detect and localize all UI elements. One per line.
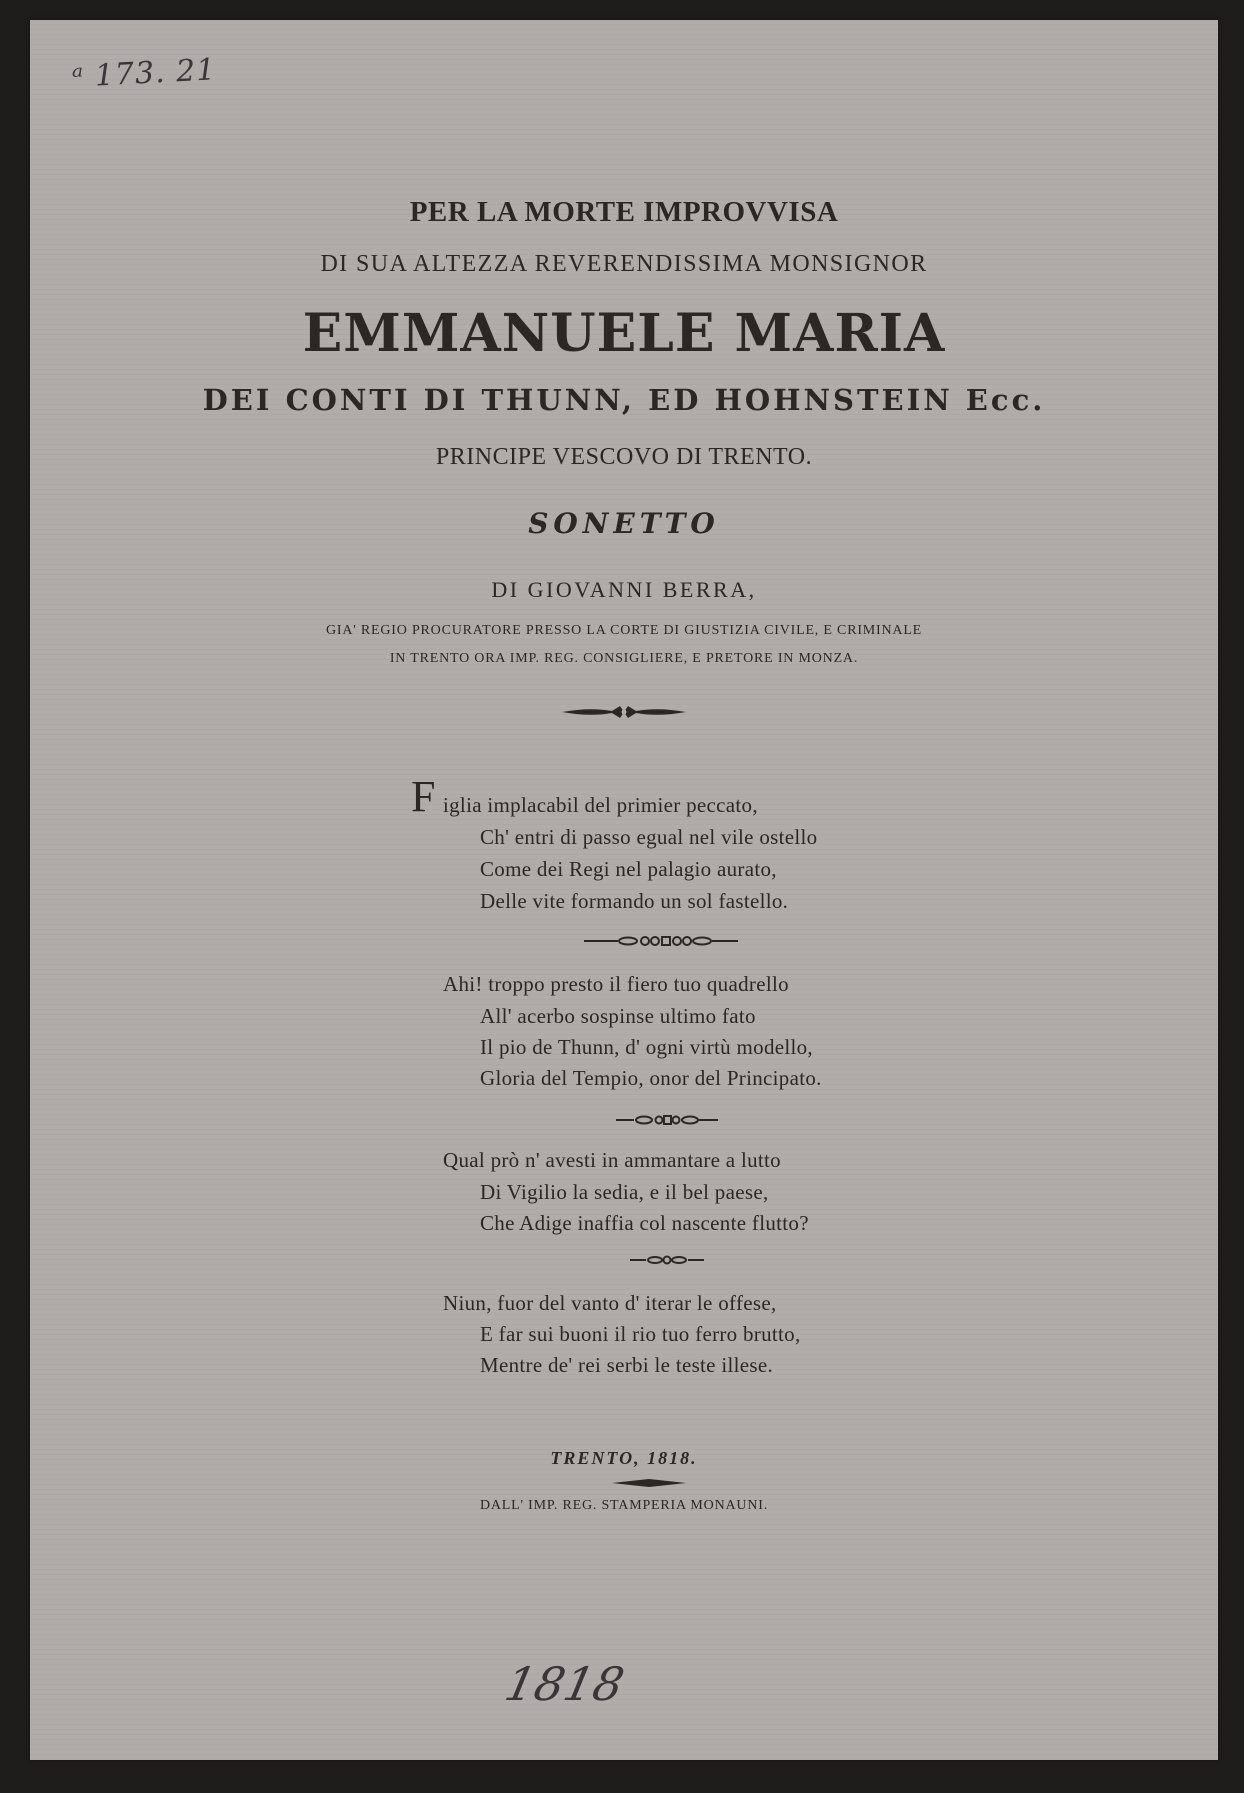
ornament-divider (614, 1113, 720, 1127)
title-name: EMMANUELE MARIA (302, 303, 946, 364)
author-credentials-2: IN TRENTO ORA IMP. REG. CONSIGLIERE, E PRETORE IN MONZA. (389, 651, 859, 666)
verse-line: iglia implacabil del primier peccato, (443, 793, 758, 817)
title-office: PRINCIPE VESCOVO DI TRENTO. (435, 444, 813, 470)
verse-line: Come dei Regi nel palagio aurato, (480, 857, 777, 881)
verse-line: Niun, fuor del vanto d' iterar le offese, (443, 1291, 777, 1315)
verse-line: Delle vite formando un sol fastello. (480, 889, 789, 913)
imprint-place-year: TRENTO, 1818. (550, 1448, 698, 1468)
handwritten-year: 1818 (500, 1657, 629, 1711)
verse-line: Che Adige inaffia col nascente flutto? (480, 1211, 809, 1235)
verse-line: Il pio de Thunn, d' ogni virtù modello, (480, 1035, 813, 1059)
dropcap: F (411, 772, 436, 821)
accession-number: ᵃ 173. 21 (71, 52, 218, 95)
author-credentials-1: GIA' REGIO PROCURATORE PRESSO LA CORTE DI GIUSTIZIA CIVILE, E CRIMINALE (325, 623, 923, 638)
author-name: DI GIOVANNI BERRA, (491, 577, 757, 602)
imprint-printer: DALL' IMP. REG. STAMPERIA MONAUNI. (479, 1498, 768, 1513)
ornament-divider (610, 1478, 688, 1488)
title-line-1: PER LA MORTE IMPROVVISA (409, 196, 839, 228)
verse-line: Mentre de' rei serbi le teste illese. (480, 1353, 774, 1377)
verse-line: Di Vigilio la sedia, e il bel paese, (480, 1180, 769, 1204)
title-family: DEI CONTI DI THUNN, ED HOHNSTEIN Ecc. (202, 383, 1046, 417)
verse-line: Qual prò n' avesti in ammantare a lutto (443, 1148, 781, 1172)
title-line-2: DI SUA ALTEZZA REVERENDISSIMA MONSIGNOR (320, 251, 928, 277)
ornament-divider (560, 703, 688, 721)
verse-line: All' acerbo sospinse ultimo fato (480, 1004, 756, 1028)
verse-line: Ahi! troppo presto il fiero tuo quadrello (443, 972, 789, 996)
broadside-sheet (30, 20, 1218, 1760)
verse-line: E far sui buoni il rio tuo ferro brutto, (480, 1322, 801, 1346)
verse-line: Gloria del Tempio, onor del Principato. (480, 1066, 822, 1090)
genre-heading: SONETTO (528, 507, 720, 540)
verse-line: Ch' entri di passo egual nel vile ostello (480, 825, 818, 849)
ornament-divider (582, 934, 740, 948)
ornament-divider (628, 1254, 706, 1266)
